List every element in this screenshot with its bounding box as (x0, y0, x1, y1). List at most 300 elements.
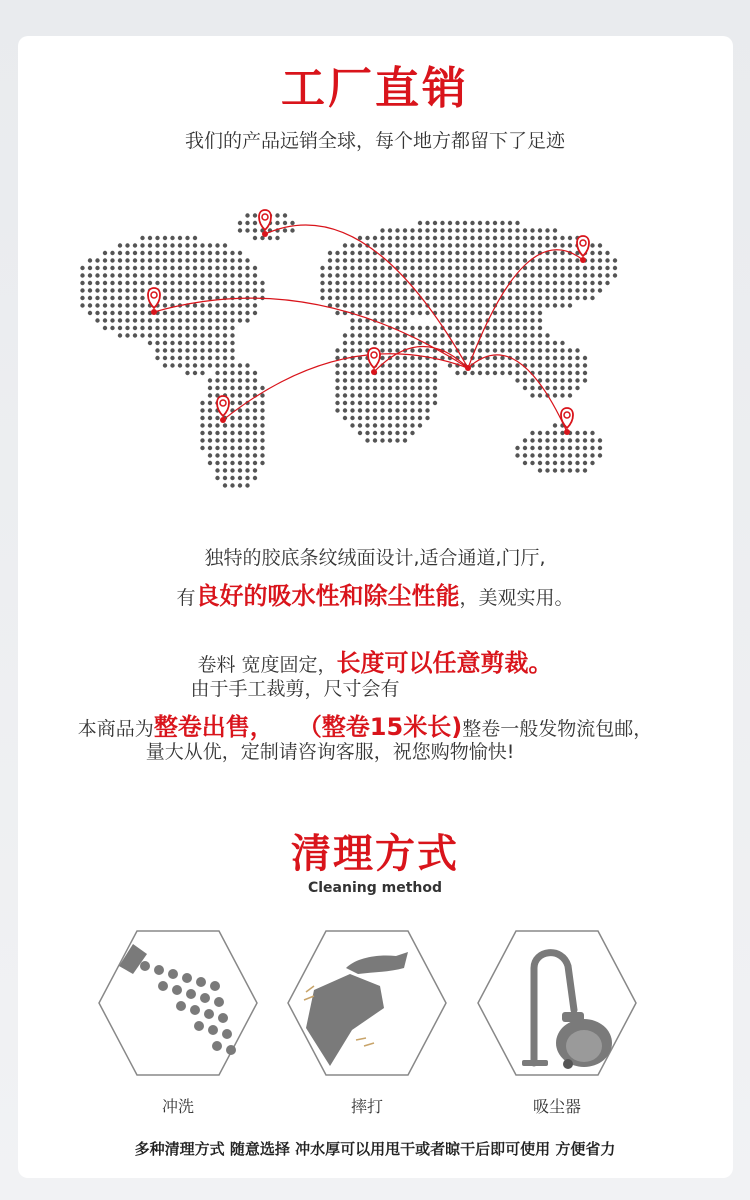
map-dot (380, 356, 384, 360)
map-dot (140, 318, 144, 322)
map-dot (425, 363, 429, 367)
map-dot (343, 281, 347, 285)
map-dot (590, 296, 594, 300)
map-dot (440, 296, 444, 300)
map-dot (538, 371, 542, 375)
map-dot (418, 348, 422, 352)
map-dot (245, 416, 249, 420)
map-dot (223, 273, 227, 277)
map-dot (238, 483, 242, 487)
map-dot (395, 438, 399, 442)
map-dot (200, 303, 204, 307)
map-dot (568, 468, 572, 472)
map-dot (223, 318, 227, 322)
map-dot (463, 333, 467, 337)
map-dot (343, 348, 347, 352)
map-dot (515, 296, 519, 300)
map-dot (238, 228, 242, 232)
map-dot (185, 273, 189, 277)
map-dot (193, 281, 197, 285)
map-dot (395, 251, 399, 255)
map-dot (500, 303, 504, 307)
map-dot (358, 303, 362, 307)
map-dot (590, 461, 594, 465)
desc-line-2-pre: 有 (176, 587, 196, 609)
map-dot (230, 371, 234, 375)
map-dot (245, 273, 249, 277)
map-dot (80, 273, 84, 277)
map-dot (568, 453, 572, 457)
map-dot (470, 281, 474, 285)
map-dot (155, 356, 159, 360)
method-beat (286, 928, 448, 1078)
map-dot (590, 251, 594, 255)
map-dot (470, 326, 474, 330)
map-dot (523, 461, 527, 465)
map-dot (238, 476, 242, 480)
map-dot (485, 341, 489, 345)
map-dot (538, 363, 542, 367)
map-dot (530, 311, 534, 315)
map-dot (253, 476, 257, 480)
map-dot (380, 251, 384, 255)
map-dot (553, 446, 557, 450)
map-dot (245, 453, 249, 457)
map-dot (410, 401, 414, 405)
map-dot (140, 266, 144, 270)
map-dot (208, 386, 212, 390)
map-dot (215, 446, 219, 450)
map-dot (373, 243, 377, 247)
map-dot (335, 311, 339, 315)
page-title: 工厂直销 (281, 63, 469, 114)
map-dot (485, 273, 489, 277)
map-dot (523, 446, 527, 450)
map-dot (455, 303, 459, 307)
map-dot (215, 311, 219, 315)
map-dot (253, 311, 257, 315)
desc-line-5-post: 整卷一般发物流包邮， (462, 718, 653, 740)
map-dot (418, 243, 422, 247)
map-dot (403, 401, 407, 405)
map-dot (515, 303, 519, 307)
map-dot (440, 288, 444, 292)
map-dot (170, 326, 174, 330)
map-dot (133, 318, 137, 322)
desc-line-5-pre: 本商品为 (77, 718, 154, 740)
spray-dot (210, 981, 220, 991)
map-dot (350, 243, 354, 247)
map-dot (245, 386, 249, 390)
map-dot (410, 356, 414, 360)
map-dot (560, 431, 564, 435)
map-dot (223, 311, 227, 315)
map-dot (523, 341, 527, 345)
map-dot (493, 281, 497, 285)
map-dot (553, 356, 557, 360)
map-dot (508, 221, 512, 225)
map-dot (560, 348, 564, 352)
desc-line-2 (0, 576, 750, 611)
map-dot (493, 266, 497, 270)
map-dot (125, 288, 129, 292)
map-dot (508, 326, 512, 330)
map-dot (500, 228, 504, 232)
map-dot (395, 341, 399, 345)
map-dot (103, 318, 107, 322)
map-dot (365, 401, 369, 405)
map-dot (418, 221, 422, 225)
map-dot (80, 303, 84, 307)
map-dot (485, 243, 489, 247)
map-dot (230, 348, 234, 352)
map-dot (103, 326, 107, 330)
map-dot (365, 251, 369, 255)
map-dot (575, 468, 579, 472)
map-dot (230, 266, 234, 270)
map-dot (545, 341, 549, 345)
map-dot (410, 348, 414, 352)
map-dot (448, 303, 452, 307)
map-dot (163, 273, 167, 277)
map-dot (395, 363, 399, 367)
map-dot (403, 423, 407, 427)
map-dot (223, 476, 227, 480)
map-dot (163, 303, 167, 307)
map-dot (508, 311, 512, 315)
map-dot (155, 258, 159, 262)
map-dot (545, 243, 549, 247)
map-dot (605, 281, 609, 285)
map-dot (193, 303, 197, 307)
map-dot (455, 318, 459, 322)
map-dot (538, 288, 542, 292)
map-dot (575, 386, 579, 390)
map-dot (583, 438, 587, 442)
map-dot (418, 363, 422, 367)
map-dot (125, 318, 129, 322)
map-dot (230, 341, 234, 345)
map-dot (403, 251, 407, 255)
map-dot (553, 236, 557, 240)
map-dot (215, 363, 219, 367)
map-dot (343, 386, 347, 390)
map-dot (388, 266, 392, 270)
map-dot (388, 393, 392, 397)
map-dot (568, 236, 572, 240)
map-dot (118, 251, 122, 255)
map-dot (485, 333, 489, 337)
map-dot (133, 273, 137, 277)
map-dot (95, 318, 99, 322)
desc-highlight-length: （整卷15米长) (297, 713, 463, 741)
map-dot (208, 416, 212, 420)
map-dot (470, 318, 474, 322)
spray-dot (190, 1005, 200, 1015)
map-dot (238, 258, 242, 262)
map-dot (388, 363, 392, 367)
map-dot (178, 333, 182, 337)
map-dot (410, 251, 414, 255)
map-dot (425, 348, 429, 352)
map-dot (185, 348, 189, 352)
map-dot (388, 438, 392, 442)
map-dot (290, 228, 294, 232)
map-dot (418, 386, 422, 390)
map-dot (448, 266, 452, 270)
map-dot (365, 333, 369, 337)
map-dot (365, 371, 369, 375)
map-dot (380, 431, 384, 435)
map-dot (185, 356, 189, 360)
map-dot (230, 273, 234, 277)
map-dot (80, 266, 84, 270)
map-dot (140, 251, 144, 255)
map-dot (223, 288, 227, 292)
map-dot (208, 393, 212, 397)
map-dot (223, 281, 227, 285)
map-dot (253, 401, 257, 405)
map-dot (553, 378, 557, 382)
map-dot (448, 363, 452, 367)
map-dot (320, 266, 324, 270)
map-dot (185, 333, 189, 337)
map-dot (163, 363, 167, 367)
map-dot (163, 326, 167, 330)
map-dot (440, 303, 444, 307)
map-dot (425, 288, 429, 292)
map-dot (470, 243, 474, 247)
map-dot (245, 311, 249, 315)
map-dot (463, 243, 467, 247)
map-dot (163, 311, 167, 315)
spray-dot (182, 973, 192, 983)
map-dot (335, 258, 339, 262)
map-dot (230, 453, 234, 457)
map-dot (140, 281, 144, 285)
map-dot (358, 266, 362, 270)
map-dot (403, 386, 407, 390)
map-dot (500, 236, 504, 240)
map-dot (530, 288, 534, 292)
map-dot (598, 453, 602, 457)
map-dot (523, 311, 527, 315)
map-dot (208, 378, 212, 382)
map-dot (320, 288, 324, 292)
map-dot (208, 311, 212, 315)
map-dot (440, 333, 444, 337)
map-dot (358, 281, 362, 285)
map-dot (553, 371, 557, 375)
map-dot (560, 281, 564, 285)
map-dot (373, 408, 377, 412)
map-dot (245, 476, 249, 480)
map-dot (530, 446, 534, 450)
map-dot (118, 296, 122, 300)
map-dot (230, 311, 234, 315)
map-dot (335, 386, 339, 390)
map-dot (530, 228, 534, 232)
map-dot (110, 258, 114, 262)
map-dot (155, 341, 159, 345)
map-dot (493, 243, 497, 247)
map-dot (575, 288, 579, 292)
map-dot (395, 258, 399, 262)
map-dot (433, 236, 437, 240)
map-dot (245, 423, 249, 427)
map-dot (238, 221, 242, 225)
map-dot (403, 236, 407, 240)
map-dot (500, 281, 504, 285)
map-dot (170, 356, 174, 360)
map-dot (140, 273, 144, 277)
map-dot (560, 363, 564, 367)
map-dot (553, 288, 557, 292)
map-dot (455, 341, 459, 345)
map-dot (343, 258, 347, 262)
map-dot (358, 431, 362, 435)
map-dot (538, 468, 542, 472)
map-dot (545, 438, 549, 442)
map-dot (425, 393, 429, 397)
desc-line-3 (0, 643, 750, 678)
map-dot (553, 386, 557, 390)
map-dot (590, 273, 594, 277)
map-dot (200, 431, 204, 435)
map-dot (410, 236, 414, 240)
map-dot (350, 363, 354, 367)
map-dot (470, 371, 474, 375)
map-dot (170, 288, 174, 292)
map-dot (343, 303, 347, 307)
map-dot (613, 273, 617, 277)
map-dot (275, 236, 279, 240)
map-dot (185, 251, 189, 255)
map-dot (433, 303, 437, 307)
map-dot (395, 386, 399, 390)
map-dot (418, 311, 422, 315)
map-dot (193, 266, 197, 270)
map-dot (350, 326, 354, 330)
map-dot (380, 288, 384, 292)
map-dot (395, 243, 399, 247)
map-dot (193, 296, 197, 300)
map-dot (560, 258, 564, 262)
map-dot (448, 273, 452, 277)
map-dot (103, 273, 107, 277)
map-dot (200, 423, 204, 427)
map-dot (373, 296, 377, 300)
map-dot (178, 296, 182, 300)
map-dot (425, 401, 429, 405)
map-dot (545, 468, 549, 472)
map-dot (433, 266, 437, 270)
map-dot (455, 243, 459, 247)
map-dot (208, 356, 212, 360)
map-dot (560, 446, 564, 450)
map-dot (253, 416, 257, 420)
map-dot (425, 258, 429, 262)
map-dot (185, 341, 189, 345)
map-dot (433, 401, 437, 405)
map-dot (133, 251, 137, 255)
map-dot (530, 243, 534, 247)
map-dot (148, 258, 152, 262)
map-dot (350, 386, 354, 390)
map-dot (208, 453, 212, 457)
map-dot (425, 408, 429, 412)
map-dot (88, 266, 92, 270)
map-dot (575, 296, 579, 300)
map-dot (88, 281, 92, 285)
map-dot (455, 273, 459, 277)
map-dot (455, 326, 459, 330)
map-dot (493, 258, 497, 262)
map-dot (253, 281, 257, 285)
map-dot (523, 356, 527, 360)
method-shower (97, 928, 259, 1078)
map-dot (185, 296, 189, 300)
map-dot (500, 311, 504, 315)
map-dot (215, 251, 219, 255)
map-dot (88, 303, 92, 307)
map-dot (598, 243, 602, 247)
map-dot (208, 423, 212, 427)
map-dot (508, 228, 512, 232)
map-dot (485, 371, 489, 375)
map-dot (598, 288, 602, 292)
spray-dot (222, 1029, 232, 1039)
map-dot (553, 273, 557, 277)
map-dot (530, 266, 534, 270)
map-dot (410, 431, 414, 435)
location-pin-icon (259, 210, 271, 237)
map-dot (418, 378, 422, 382)
map-dot (545, 386, 549, 390)
map-dot (208, 303, 212, 307)
map-dot (575, 446, 579, 450)
map-dot (373, 431, 377, 435)
map-dot (223, 461, 227, 465)
map-dot (358, 371, 362, 375)
map-dot (230, 393, 234, 397)
map-dot (350, 348, 354, 352)
map-dot (478, 318, 482, 322)
map-dot (185, 281, 189, 285)
map-dot (365, 416, 369, 420)
map-dot (193, 333, 197, 337)
map-dot (403, 243, 407, 247)
map-dot (410, 243, 414, 247)
map-dot (125, 326, 129, 330)
map-dot (148, 326, 152, 330)
map-dot (403, 356, 407, 360)
map-dot (433, 378, 437, 382)
map-dot (478, 266, 482, 270)
map-dot (163, 356, 167, 360)
map-dot (155, 281, 159, 285)
map-dot (358, 333, 362, 337)
map-dot (380, 266, 384, 270)
map-dot (560, 341, 564, 345)
spray-dot (158, 981, 168, 991)
map-dot (350, 416, 354, 420)
map-dot (253, 303, 257, 307)
map-dot (118, 326, 122, 330)
map-dot (515, 453, 519, 457)
map-dot (223, 483, 227, 487)
map-dot (508, 258, 512, 262)
